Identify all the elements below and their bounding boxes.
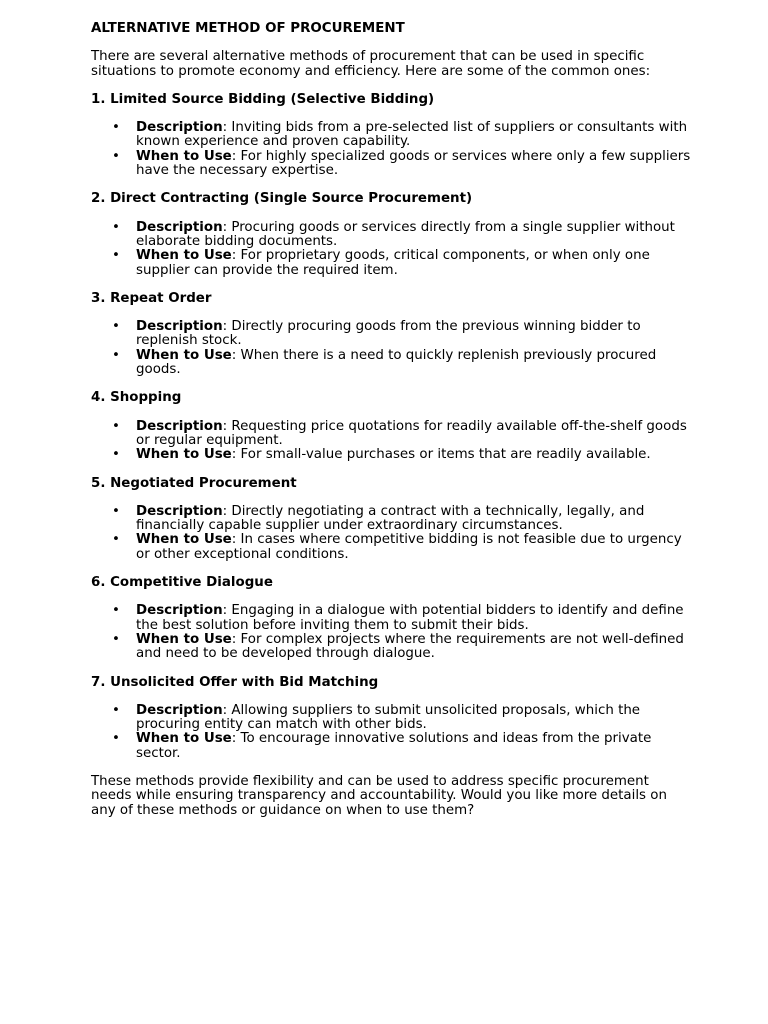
description-label: Description — [136, 120, 223, 136]
list-item — [112, 603, 691, 633]
bullet-icon: • — [112, 731, 120, 747]
when-text: : For highly specialized goods or services where only a few suppliers have the necessary expertise. — [136, 148, 691, 179]
method-details — [91, 320, 691, 377]
method-heading: 2. Direct Contracting (Single Source Procurement) — [91, 191, 473, 207]
list-item — [112, 120, 691, 150]
method-details — [91, 704, 691, 761]
method-details — [91, 604, 691, 661]
list-item — [112, 418, 691, 449]
closing-paragraph: These methods provide flexibility and can be used to address specific procurement needs while ensuring transparency and accountability. Would you like more details on any of these methods or guidance on when to use them? — [91, 773, 667, 818]
method-details — [91, 505, 691, 562]
list-item — [112, 503, 691, 534]
when-label: When to Use — [136, 532, 232, 548]
description-label: Description — [136, 702, 223, 718]
when-text: : When there is a need to quickly replenish previously procured goods. — [136, 347, 657, 378]
list-item — [112, 248, 691, 278]
bullet-icon: • — [112, 447, 120, 463]
list-item — [112, 731, 691, 761]
when-label: When to Use — [136, 631, 232, 647]
bullet-icon: • — [112, 120, 120, 136]
method-heading: 6. Competitive Dialogue — [91, 575, 273, 591]
method-details — [91, 121, 691, 178]
method-heading: 3. Repeat Order — [91, 290, 212, 306]
description-text: : Directly negotiating a contract with a technically, legally, and financially capable supplier under extraordinary circumstances. — [136, 503, 645, 534]
list-item — [112, 447, 691, 463]
bullet-icon: • — [112, 631, 120, 647]
method-details — [91, 221, 691, 278]
when-label: When to Use — [136, 447, 232, 463]
description-label: Description — [136, 319, 223, 335]
when-label: When to Use — [136, 148, 232, 164]
description-label: Description — [136, 603, 223, 619]
bullet-icon: • — [112, 702, 120, 718]
description-text: : Directly procuring goods from the previous winning bidder to replenish stock. — [136, 319, 641, 349]
description-text: : Engaging in a dialogue with potential bidders to identify and define the best solution before inviting them to submit their bids. — [136, 603, 684, 633]
bullet-icon: • — [112, 347, 120, 363]
list-item — [112, 347, 691, 378]
intro-paragraph: There are several alternative methods of procurement that can be used in specific situations to promote economy and efficiency. Here are some of the common ones: — [91, 49, 651, 79]
bullet-icon: • — [112, 532, 120, 548]
document-title: ALTERNATIVE METHOD OF PROCUREMENT — [91, 21, 405, 36]
when-label: When to Use — [136, 248, 232, 264]
bullet-icon: • — [112, 418, 120, 434]
bullet-icon: • — [112, 248, 120, 264]
list-item — [112, 148, 691, 179]
bullet-icon: • — [112, 603, 120, 619]
bullet-icon: • — [112, 148, 120, 164]
when-label: When to Use — [136, 347, 232, 363]
list-item — [112, 532, 691, 562]
description-label: Description — [136, 418, 223, 434]
method-heading: 5. Negotiated Procurement — [91, 475, 297, 491]
method-details — [91, 420, 691, 463]
description-text: : Inviting bids from a pre-selected list of suppliers or consultants with known experience and proven capability. — [136, 120, 688, 150]
list-item — [112, 319, 691, 349]
when-label: When to Use — [136, 731, 232, 747]
list-item — [112, 631, 691, 662]
method-heading: 7. Unsolicited Offer with Bid Matching — [91, 674, 379, 690]
bullet-icon: • — [112, 219, 120, 235]
description-label: Description — [136, 503, 223, 519]
description-text: : Procuring goods or services directly from a single supplier without elaborate bidding documents. — [136, 219, 675, 249]
when-text: : For proprietary goods, critical components, or when only one supplier can provide the required item. — [136, 248, 650, 278]
description-label: Description — [136, 219, 223, 235]
when-text: : To encourage innovative solutions and ideas from the private sector. — [136, 731, 652, 761]
list-item — [112, 702, 691, 733]
document-page — [91, 22, 691, 818]
list-item — [112, 219, 691, 250]
bullet-icon: • — [112, 503, 120, 519]
when-text: : For small-value purchases or items that are readily available. — [231, 447, 651, 463]
description-text: : Allowing suppliers to submit unsolicited proposals, which the procuring entity can match with other bids. — [136, 702, 641, 733]
method-heading: 4. Shopping — [91, 390, 182, 406]
when-text: : In cases where competitive bidding is not feasible due to urgency or other exceptional conditions. — [136, 532, 682, 562]
bullet-icon: • — [112, 319, 120, 335]
description-text: : Requesting price quotations for readily available off-the-shelf goods or regular equipment. — [136, 418, 687, 448]
when-text: : For complex projects where the requirements are not well-defined and need to be developed through dialogue. — [136, 631, 684, 662]
method-heading: 1. Limited Source Bidding (Selective Bidding) — [91, 91, 435, 107]
